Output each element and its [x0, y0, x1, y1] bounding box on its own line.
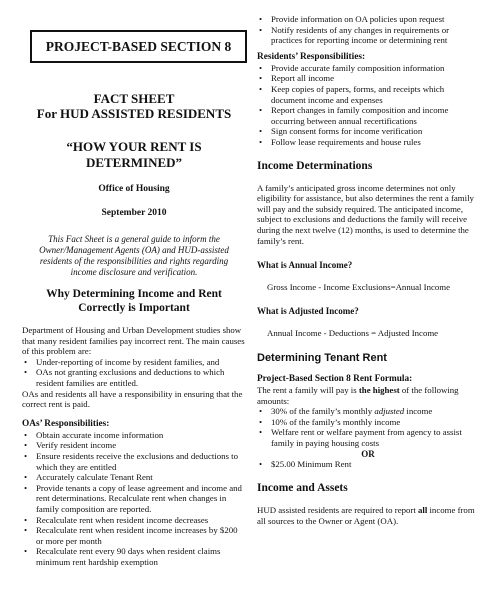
- income-assets-heading: Income and Assets: [257, 482, 348, 495]
- document-title-line2: DETERMINED”: [85, 155, 183, 170]
- annual-income-question: What is Annual Income?: [257, 260, 353, 271]
- list-item: • Welfare rent or welfare payment from agency to assist family in paying housing costs: [257, 427, 479, 448]
- rent-formula-intro: [257, 385, 479, 406]
- list-item: • Follow lease requirements and house rules: [257, 137, 479, 148]
- list-item: • Recalculate rent when resident income increases by $200 or more per month: [22, 525, 246, 546]
- why-heading-line1: Why Determining Income and Rent: [46, 288, 222, 300]
- list-item: • 10% of the family’s monthly income: [257, 417, 479, 428]
- left-column: [22, 14, 246, 567]
- list-item: • $25.00 Minimum Rent: [257, 459, 479, 470]
- rent-item-text: 30% of the family’s monthly: [271, 406, 375, 417]
- income-assets-paragraph: [257, 505, 479, 526]
- oa-responsibilities-list: [22, 430, 246, 568]
- publication-date: September 2010: [101, 208, 167, 218]
- assets-text-c: income from all sources to the Owner or Agent (OA).: [257, 505, 475, 526]
- list-item: • Verify resident income: [22, 440, 246, 451]
- rent-formula-intro-c: of the following amounts:: [257, 385, 459, 406]
- list-item: • Provide tenants a copy of lease agreement and income and rent determinations. Recalculate rent when changes in family composition are reported.: [22, 483, 246, 515]
- list-item: • OAs not granting exclusions and deductions to which resident families are entitled.: [22, 367, 246, 388]
- minimum-rent-list: [257, 459, 479, 470]
- why-heading-line2: Correctly is Important: [78, 302, 190, 314]
- annual-income-formula: Gross Income - Income Exclusions=Annual Income: [267, 282, 451, 293]
- income-determinations-heading: Income Determinations: [257, 159, 373, 172]
- adjusted-income-question: What is Adjusted Income?: [257, 306, 359, 317]
- list-item: • Ensure residents receive the exclusions and deductions to which they are entitled: [22, 451, 246, 472]
- oa-responsibilities-heading: OAs’ Responsibilities:: [22, 418, 110, 429]
- adjusted-income-formula: Annual Income - Deductions = Adjusted Income: [267, 328, 439, 339]
- list-item: • Report all income: [257, 73, 479, 84]
- list-item: • Keep copies of papers, forms, and receipts which document income and expenses: [257, 84, 479, 105]
- rent-formula-intro-a: The rent a family will pay is: [257, 385, 359, 396]
- document-title: [22, 139, 246, 171]
- right-column: [257, 14, 479, 526]
- rent-item-text-end: income: [404, 406, 433, 417]
- list-item: • Recalculate rent when resident income decreases: [22, 515, 246, 526]
- rent-item-emphasis: adjusted: [374, 406, 405, 417]
- intro-paragraph: This Fact Sheet is a general guide to inform the Owner/Management Agents (OA) and HUD-assisted residents of the responsibilities and rights regarding income disclosure and verification.: [39, 234, 229, 277]
- list-item: [257, 406, 479, 417]
- resident-responsibilities-heading: Residents’ Responsibilities:: [257, 51, 366, 62]
- list-item: • Sign consent forms for income verification: [257, 126, 479, 137]
- fact-sheet-title: [22, 91, 246, 121]
- dept-paragraph: Department of Housing and Urban Development studies show that many resident families pay incorrect rent. The main causes of this problem are:: [22, 325, 245, 357]
- tenant-rent-heading: Determining Tenant Rent: [257, 352, 387, 365]
- list-item: • Provide accurate family composition information: [257, 63, 479, 74]
- or-separator: OR: [361, 448, 375, 459]
- program-title-box: PROJECT-BASED SECTION 8: [30, 30, 247, 63]
- list-item: • Provide information on OA policies upon request: [257, 14, 479, 25]
- why-heading: [22, 287, 246, 315]
- document-title-line1: “HOW YOUR RENT IS: [66, 139, 202, 154]
- shared-responsibility: OAs and residents all have a responsibility in ensuring that the correct rent is paid.: [22, 388, 243, 410]
- rent-formula-heading: Project-Based Section 8 Rent Formula:: [257, 374, 413, 385]
- office-name: Office of Housing: [98, 184, 170, 194]
- list-item: • Notify residents of any changes in requirements or practices for reporting income or determining rent: [257, 25, 479, 46]
- rent-amounts-list: [257, 406, 479, 448]
- audience-label: For HUD ASSISTED RESIDENTS: [36, 106, 232, 121]
- resident-responsibilities-list: [257, 63, 479, 148]
- oa-responsibilities-continued: [257, 14, 479, 46]
- fact-sheet-label: FACT SHEET: [93, 91, 175, 106]
- causes-list: [22, 357, 246, 389]
- list-item: • Under-reporting of income by resident families, and: [22, 357, 246, 368]
- list-item: • Report changes in family composition and income occurring between annual recertifications: [257, 105, 479, 126]
- list-item: • Accurately calculate Tenant Rent: [22, 472, 246, 483]
- income-determinations-paragraph: A family’s anticipated gross income determines not only eligibility for assistance, but also determines the rent a family will pay and the subsidy required. The anticipated income, subject to exclusions and deductions the family will receive during the next twelve (12) months, is used to determine the family’s rent.: [257, 182, 474, 246]
- list-item: • Obtain accurate income information: [22, 430, 246, 441]
- list-item: • Recalculate rent every 90 days when resident claims minimum rent hardship exemption: [22, 546, 246, 567]
- assets-text-a: HUD assisted residents are required to report: [257, 505, 418, 516]
- rent-formula-intro-b: the highest: [358, 385, 400, 396]
- assets-text-b: all: [417, 505, 428, 516]
